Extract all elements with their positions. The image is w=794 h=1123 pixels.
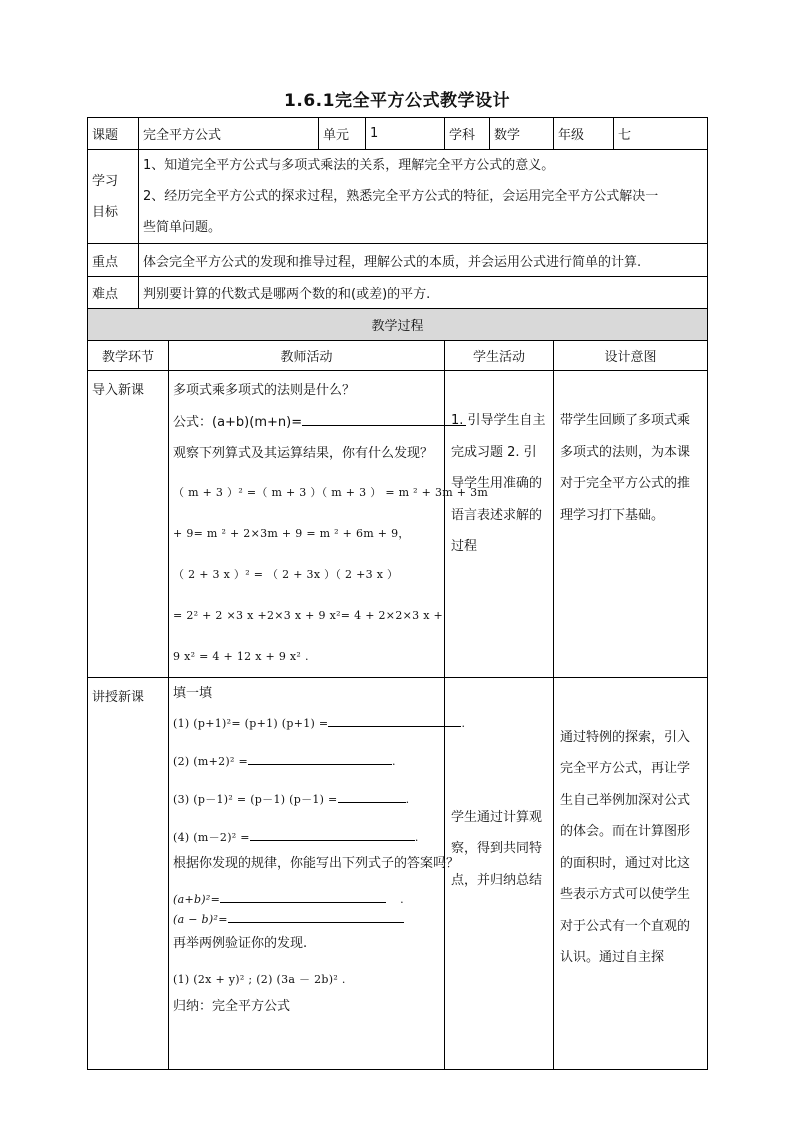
subject-value: 数学 bbox=[490, 118, 554, 150]
lecture-intent: 通过特例的探索，引入完全平方公式，再让学生自己举例加深对公式的体会。而在计算图形的面积时，通过对比这些表示方式可以使学生对于公式有一个直观的认识。通过自主探 bbox=[554, 677, 708, 1069]
math-line-1: （ m + 3 ）² =（ m + 3 ）（ m + 3 ） = m ² + 3m + 3m bbox=[173, 485, 489, 499]
verify-examples: (1) (2x + y)² ; (2) (3a － 2b)² . bbox=[173, 972, 346, 986]
rule-question: 根据你发现的规律，你能写出下列式子的答案吗？ bbox=[173, 855, 460, 871]
subject-label: 学科 bbox=[445, 118, 490, 150]
answer-blank bbox=[302, 413, 466, 426]
grade-label: 年级 bbox=[554, 118, 614, 150]
key-point-row bbox=[88, 244, 708, 277]
intro-observe: 观察下列算式及其运算结果，你有什么发现？ bbox=[173, 446, 434, 461]
lecture-teacher bbox=[169, 677, 466, 1069]
fill-q1: (1) (p+1)²= (p+1) (p+1) = . bbox=[173, 714, 440, 752]
intro-question: 多项式乘多项式的法则是什么？ bbox=[173, 383, 356, 398]
objectives-text: 1、知道完全平方公式与多项式乘法的关系，理解完全平方公式的意义。 2、经历完全平方公式的探求过程，熟悉完全平方公式的特征，会运用完全平方公式解决一 些简单问题。 bbox=[139, 150, 708, 244]
intro-stage: 导入新课 bbox=[88, 371, 169, 678]
key-point-label: 重点 bbox=[88, 244, 139, 277]
unit-label: 单元 bbox=[319, 118, 366, 150]
fill-q4: (4) (m－2)² = . bbox=[173, 828, 440, 854]
math-line-2: + 9= m ² + 2×3m + 9 = m ² + 6m + 9， bbox=[173, 526, 410, 540]
header-teacher: 教师活动 bbox=[169, 341, 445, 371]
intro-student: 1. 引导学生自主完成习题 2. 引导学生用准确的语言表述求解的过程 bbox=[445, 371, 554, 678]
math-line-4: = 2² + 2 ×3 x +2×3 x + 9 x²= 4 + 2×2×3 x + bbox=[173, 608, 444, 622]
intro-teacher bbox=[169, 371, 489, 678]
fill-q3: (3) (p－1)² = (p－1) (p－1) = . bbox=[173, 790, 440, 828]
math-line-5: 9 x² = 4 + 12 x + 9 x² . bbox=[173, 649, 309, 663]
process-header-row bbox=[88, 341, 708, 371]
difficulty-label: 难点 bbox=[88, 277, 139, 309]
intro-formula: 公式：(a+b)(m+n)= bbox=[173, 407, 440, 439]
math-line-3: （ 2 + 3 x ）² = （ 2 + 3x ）（ 2 +3 x ） bbox=[173, 567, 399, 581]
header-intent: 设计意图 bbox=[554, 341, 708, 371]
lecture-row bbox=[88, 677, 708, 1069]
lesson-plan-table bbox=[87, 117, 708, 1070]
key-point-text: 体会完全平方公式的发现和推导过程，理解公式的本质，并会运用公式进行简单的计算. bbox=[139, 244, 708, 277]
lecture-stage: 讲授新课 bbox=[88, 677, 169, 1069]
fill-title: 填一填 bbox=[173, 685, 213, 701]
header-student: 学生活动 bbox=[445, 341, 554, 371]
expand-sum: (a+b)²= . bbox=[173, 890, 440, 910]
header-stage: 教学环节 bbox=[88, 341, 169, 371]
intro-row bbox=[88, 371, 708, 678]
expand-diff: (a − b)²= bbox=[173, 910, 440, 932]
topic-label: 课题 bbox=[88, 118, 139, 150]
page-title: 1.6.1完全平方公式教学设计 bbox=[284, 91, 510, 111]
unit-value: 1 bbox=[366, 118, 445, 150]
fill-q2: (2) (m+2)² = . bbox=[173, 752, 440, 790]
verify-text: 再举两例验证你的发现. bbox=[173, 935, 308, 951]
objectives-row bbox=[88, 150, 708, 244]
info-row bbox=[88, 118, 708, 150]
grade-value: 七 bbox=[614, 118, 708, 150]
lecture-student: 学生通过计算观察，得到共同特点，并归纳总结 bbox=[445, 677, 554, 1069]
intro-intent: 带学生回顾了多项式乘多项式的法则，为本课对于完全平方公式的推理学习打下基础。 bbox=[554, 371, 708, 678]
objectives-label: 学习 目标 bbox=[88, 150, 139, 244]
summary-text: 归纳：完全平方公式 bbox=[173, 998, 291, 1014]
topic-value: 完全平方公式 bbox=[139, 118, 319, 150]
process-title: 教学过程 bbox=[88, 309, 708, 341]
process-title-row bbox=[88, 309, 708, 341]
difficulty-text: 判别要计算的代数式是哪两个数的和(或差)的平方. bbox=[139, 277, 708, 309]
difficulty-row bbox=[88, 277, 708, 309]
